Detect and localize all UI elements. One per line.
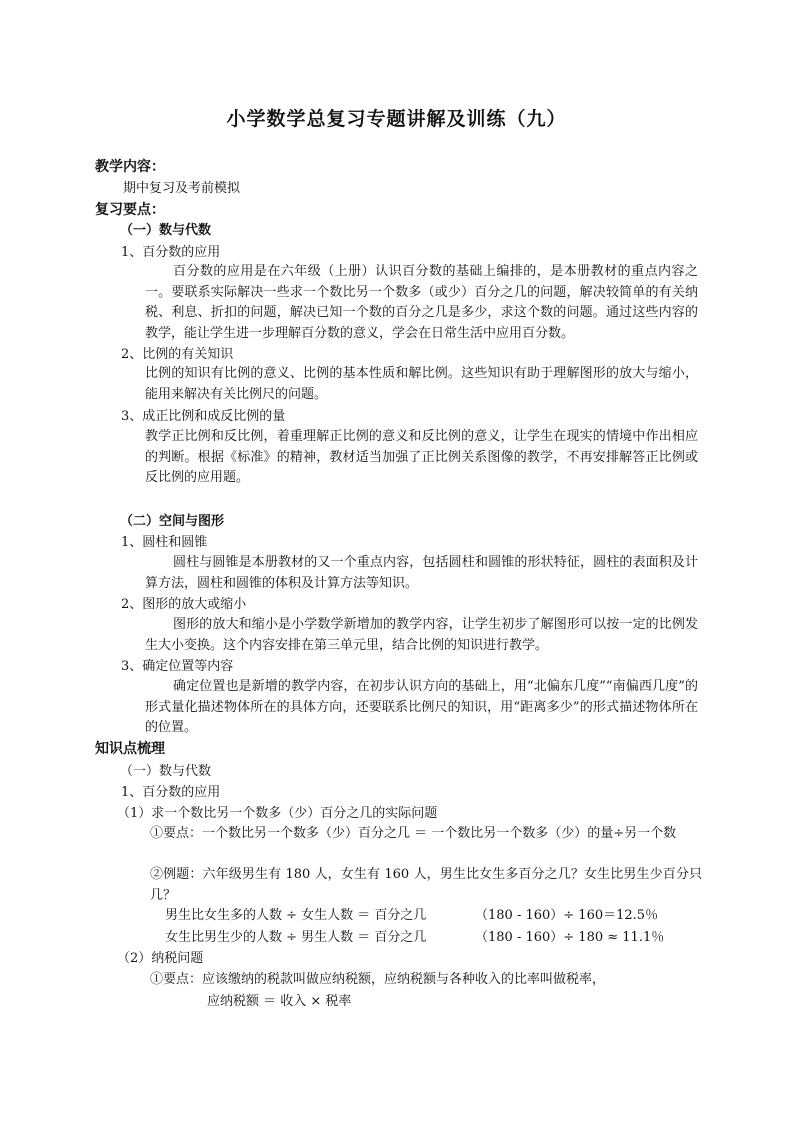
page-title: 小学数学总复习专题讲解及训练（九） (226, 108, 567, 130)
review-points-heading: 复习要点： (95, 202, 165, 218)
knowledge-point2: ①要点：应该缴纳的税款叫做应纳税额，应纳税额与各种收入的比率叫做税率， (150, 972, 606, 987)
section2-heading: （二）空间与图形 (120, 514, 225, 529)
section1-heading: （一）数与代数 (120, 223, 212, 238)
teaching-content-heading: 教学内容： (95, 159, 165, 175)
s2-item2-paragraph: 图形的放大和缩小是小学数学新增加的教学内容，让学生初步了解图形可以按一定的比例发生大小变换。这个内容安排在第三单元里，结合比例的知识进行教学。 (145, 617, 698, 653)
item3-paragraph: 教学正比例和反比例，着重理解正比例的意义和反比例的意义，让学生在现实的情境中作出相应的判断。根据《标准》的精神，教材适当加强了正比例关系图像的教学，不再安排解答正比例或反比例的应用题。 (145, 429, 698, 485)
knowledge-sub2: （2）纳税问题 (117, 951, 204, 966)
s2-item2-title: 2、图形的放大或缩小 (121, 597, 247, 612)
knowledge-heading: 知识点梳理 (95, 741, 165, 757)
formula1-left: 男生比女生多的人数 ÷ 女生人数 ＝ 百分之几 (165, 908, 427, 923)
item3-title: 3、成正比例和成反比例的量 (121, 409, 286, 424)
formula1-right: （180 - 160）÷ 160＝12.5％ (475, 908, 659, 923)
knowledge-item1: 1、百分数的应用 (121, 785, 221, 800)
knowledge-section1: （一）数与代数 (120, 764, 212, 779)
knowledge-point2-formula: 应纳税额 ＝ 收入 × 税率 (207, 994, 352, 1009)
knowledge-example: ②例题：六年级男生有 180 人，女生有 160 人，男生比女生多百分之几？女生比男生少百分只几？ (150, 867, 702, 903)
s2-item3-paragraph: 确定位置也是新增的教学内容，在初步认识方向的基础上，用“北偏东几度”“南偏西几度”的形式量化描述物体所在的具体方向，还要联系比例尺的知识，用“距离多少”的形式描述物体所在的位置。 (145, 679, 698, 735)
knowledge-point1: ①要点：一个数比另一个数多（少）百分之几 ＝ 一个数比另一个数多（少）的量÷另一个数 (150, 826, 677, 841)
s2-item1-paragraph: 圆柱与圆锥是本册教材的又一个重点内容，包括圆柱和圆锥的形状特征，圆柱的表面积及计算方法，圆柱和圆锥的体积及计算方法等知识。 (145, 555, 698, 591)
item1-title: 1、百分数的应用 (121, 245, 221, 260)
formula2-left: 女生比男生少的人数 ÷ 男生人数 ＝ 百分之几 (165, 930, 427, 945)
item2-paragraph: 比例的知识有比例的意义、比例的基本性质和解比例。这些知识有助于理解图形的放大与缩小，能用来解决有关比例尺的问题。 (145, 366, 698, 402)
s2-item3-title: 3、确定位置等内容 (121, 659, 234, 674)
knowledge-sub1: （1）求一个数比另一个数多（少）百分之几的实际问题 (117, 806, 438, 821)
teaching-content-text: 期中复习及考前模拟 (123, 181, 241, 196)
item1-paragraph: 百分数的应用是在六年级（上册）认识百分数的基础上编排的，是本册教材的重点内容之一。要联系实际解决一些求一个数比另一个数多（或少）百分之几的问题，解决较简单的有关纳税、利息、折扣的问题，解决已知一个数的百分之几是多少，求这个数的问题。通过这些内容的教学，能让学生进一步理解百分数的意义，学会在日常生活中应用百分数。 (145, 264, 698, 341)
s2-item1-title: 1、圆柱和圆锥 (121, 535, 208, 550)
item2-title: 2、比例的有关知识 (121, 347, 234, 362)
formula2-right: （180 - 160）÷ 180 ≈ 11.1％ (475, 930, 665, 945)
